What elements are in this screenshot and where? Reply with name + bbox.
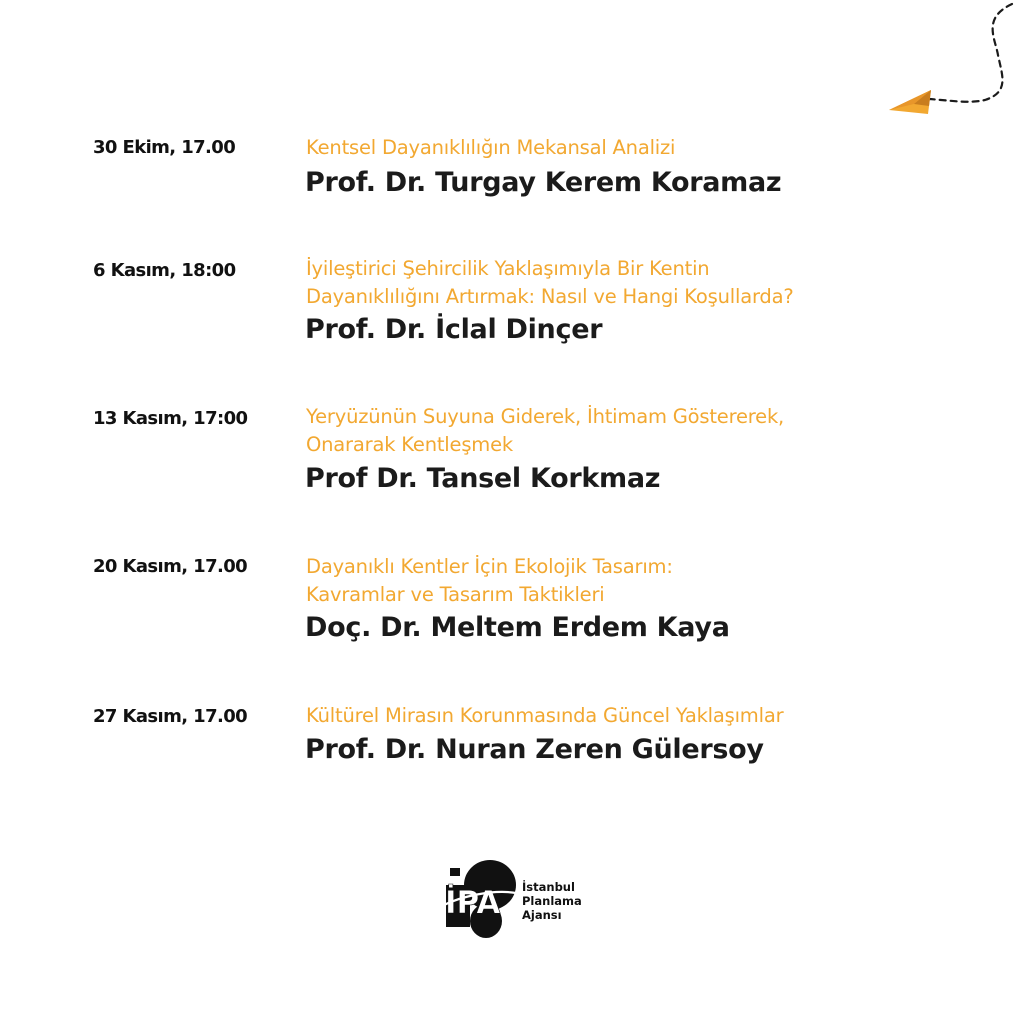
event-title: Yeryüzünün Suyuna Giderek, İhtimam Göstererek, Onararak Kentleşmek	[306, 405, 785, 456]
ipa-logo	[440, 855, 600, 945]
event-speaker: Prof. Dr. İclal Dinçer	[305, 314, 603, 345]
event-date: 13 Kasım, 17:00	[93, 408, 248, 429]
event-date: 6 Kasım, 18:00	[93, 260, 236, 281]
event-speaker: Prof. Dr. Nuran Zeren Gülersoy	[305, 734, 764, 765]
event-speaker: Prof. Dr. Turgay Kerem Koramaz	[305, 167, 782, 198]
dashed-flight-path	[928, 4, 1012, 102]
logo-text: İstanbul Planlama Ajansı	[522, 880, 582, 922]
paper-plane-icon	[889, 90, 931, 114]
logo-mark-text: İPA	[445, 885, 501, 921]
event-title: Kentsel Dayanıklılığın Mekansal Analizi	[306, 136, 676, 159]
event-speaker: Doç. Dr. Meltem Erdem Kaya	[305, 612, 730, 643]
paper-plane-decoration	[0, 0, 1030, 130]
event-date: 27 Kasım, 17.00	[93, 706, 248, 727]
event-title: İyileştirici Şehircilik Yaklaşımıyla Bir Kentin Dayanıklılığını Artırmak: Nasıl ve Hangi Koşullarda?	[306, 257, 794, 308]
ipa-logo-mark	[440, 855, 520, 945]
event-speaker: Prof Dr. Tansel Korkmaz	[305, 463, 661, 494]
event-title: Kültürel Mirasın Korunmasında Güncel Yaklaşımlar	[306, 704, 784, 727]
event-date: 20 Kasım, 17.00	[93, 556, 248, 577]
event-title: Dayanıklı Kentler İçin Ekolojik Tasarım: Kavramlar ve Tasarım Taktikleri	[306, 555, 673, 606]
event-date: 30 Ekim, 17.00	[93, 137, 236, 158]
